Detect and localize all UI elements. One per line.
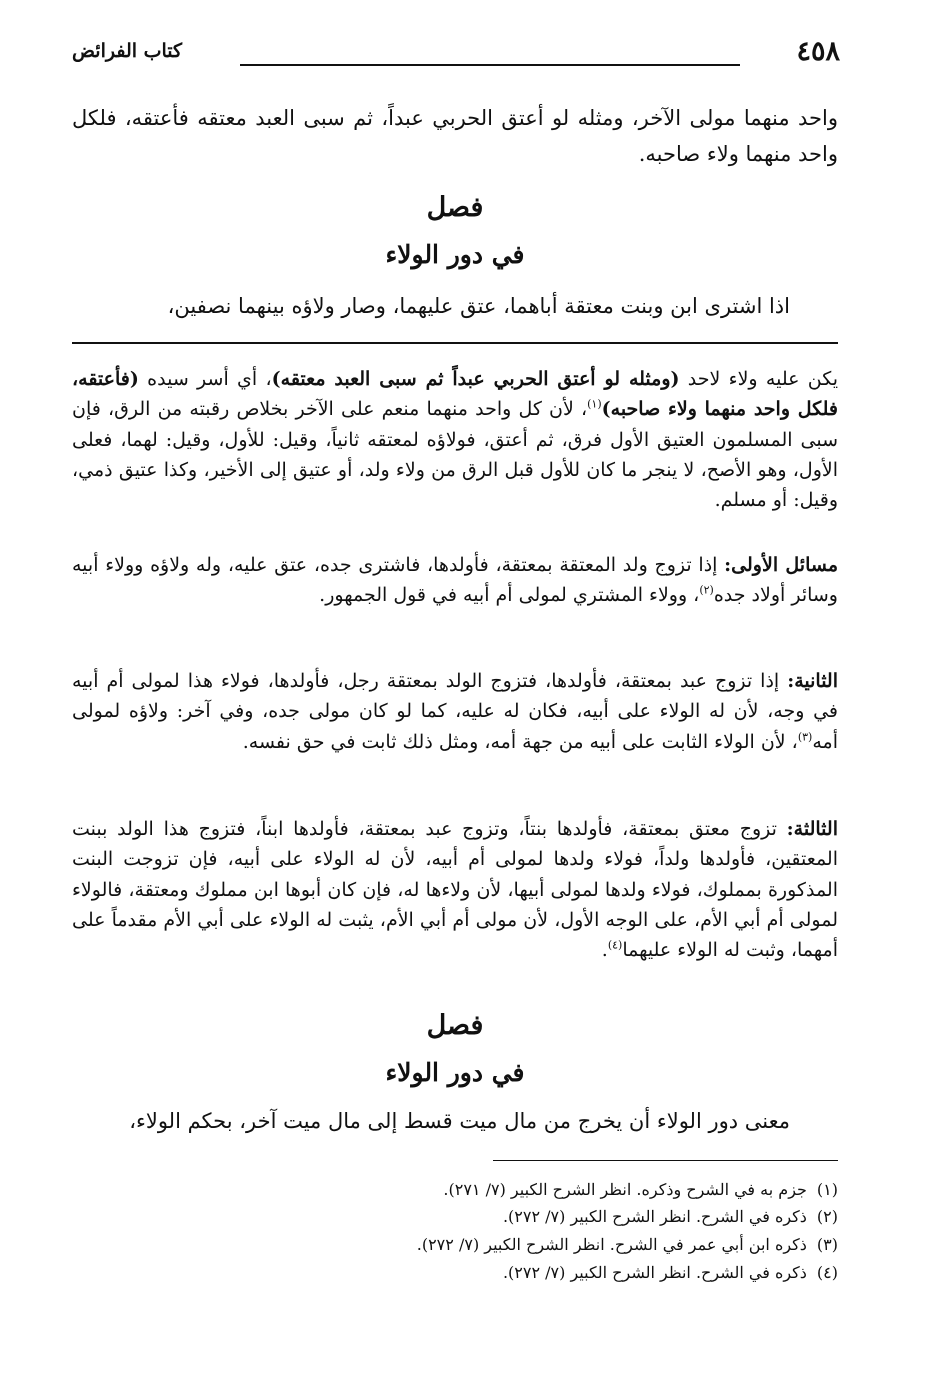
footnote-text: جزم به في الشرح وذكره. انظر الشرح الكبير (٧/ ٢٧١). (443, 1180, 807, 1199)
footnote-number: (٤) (816, 1263, 838, 1282)
footnote-text: ذكره في الشرح. انظر الشرح الكبير (٧/ ٢٧٢). (502, 1263, 807, 1282)
sharh-paragraph-2 (72, 550, 838, 611)
footnote (300, 1177, 838, 1203)
sharh-text: يكن عليه ولاء لاحد (679, 368, 838, 390)
quoted-matn: (ومثله لو أعتق الحربي عبداً ثم سبى العبد معتقه) (271, 368, 680, 390)
section-heading-fasl: فصل (426, 1010, 484, 1041)
book-title: كتاب الفرائض (72, 40, 183, 62)
footnote-text: ذكره في الشرح. انظر الشرح الكبير (٧/ ٢٧٢). (502, 1207, 807, 1226)
issue-label: مسائل الأولى: (724, 554, 838, 576)
sharh-text: إذا تزوج عبد بمعتقة، فأولدها، فتزوج الولد بمعتقة رجل، فأولدها، فولاء هذا لمولى أم أبيه في وجه، لأن له الولاء على أبيه، فكان له عليه، كما لو كان مولى جده، وفي آخر: ولاؤه لمولى أمه (72, 670, 838, 753)
section-title: في دور الولاء (385, 1058, 525, 1087)
sharh-text: ، لأن كل واحد منهما منعم على الآخر بخلاص رقبته من الرق، فإن سبى المسلمون العتيق الأول فرق، ثم أعتق، فولاؤه لمعتقه ثانياً، وقيل: للأول، وقيل: لهما، فعلى الأول، وهو الأصح، لا ينجر ما كان للأول قبل الرق من ولاء ولد، أو عتيق إلى الأخير، وكذا عتيق ذمي، وقيل: أو مسلم. (72, 398, 838, 512)
sharh-text: ، لأن الولاء الثابت على أبيه من جهة أمه، ومثل ذلك ثابت في حق نفسه. (242, 730, 798, 753)
page-number: ٤٥٨ (796, 36, 840, 67)
footnote-ref-1[interactable]: (١) (587, 397, 602, 411)
matn-sharh-separator (72, 342, 838, 344)
section-heading-fasl: فصل (426, 192, 484, 223)
sharh-text: ، أي أسر سيده (138, 368, 272, 390)
sharh-paragraph-3 (72, 666, 838, 757)
issue-label: الثالثة: (786, 818, 838, 840)
footnote (300, 1232, 838, 1258)
sharh-paragraph-4 (72, 814, 838, 965)
sharh-text: تزوج معتق بمعتقة، فأولدها بنتاً، وتزوج عبد بمعتقة، فأولدها ابناً، فتزوج هذا الولد ببنت المعتقين، فأولدها ولداً، فولاء ولدها لمولى أم أبيه، لأن له الولاء على أبيه، فإن تزوجت البنت المذكورة بمملوك، فولاء ولدها لمولى أبيها، لأن ولاءها له، فإن كان أبوها ابن مملوك ومعتقة، فالولاء لمولى أم أبي الأم، على الوجه الأول، لأن مولى أم أبي الأم، يثبت له الولاء على أبي الأم مقدماً على أمهما، وثبت له الولاء عليهما (72, 818, 838, 962)
running-header (72, 36, 840, 74)
sharh-text: إذا تزوج ولد المعتقة بمعتقة، فأولدها، فاشترى جده، عتق عليه، وله ولاؤه وولاء أبيه وسائر أولاد جده (72, 554, 838, 607)
footnote-rule (493, 1160, 838, 1161)
footnote (300, 1204, 838, 1230)
quoted-matn: (فأعتقه، فلكل واحد منهما ولاء صاحبه) (72, 368, 838, 421)
matn-paragraph-2: اذا اشترى ابن وبنت معتقة أباهما، عتق عليهما، وصار ولاؤه بينهما نصفين، (167, 294, 790, 318)
footnote-number: (٢) (816, 1207, 838, 1226)
matn-paragraph-3: معنى دور الولاء أن يخرج من مال ميت قسط إلى مال ميت آخر، بحكم الولاء، (129, 1109, 790, 1133)
footnote-ref-3[interactable]: (٣) (797, 730, 813, 744)
issue-label: الثانية: (787, 670, 838, 692)
footnote (300, 1260, 838, 1286)
footnote-text: ذكره ابن أبي عمر في الشرح. انظر الشرح الكبير (٧/ ٢٧٢). (416, 1235, 807, 1254)
footnote-ref-4[interactable]: (٤) (607, 938, 623, 952)
matn-paragraph-1: واحد منهما مولى الآخر، ومثله لو أعتق الحربي عبداً، ثم سبى العبد معتقه فأعتقه، فلكل واحد منهما ولاء صاحبه. (72, 106, 838, 166)
header-rule (240, 64, 740, 66)
footnote-number: (١) (816, 1180, 838, 1199)
footnote-number: (٣) (816, 1235, 838, 1254)
section-title: في دور الولاء (385, 240, 525, 269)
sharh-text: ، وولاء المشتري لمولى أم أبيه في قول الجمهور. (319, 584, 700, 607)
footnote-ref-2[interactable]: (٢) (699, 583, 714, 597)
sharh-text: . (601, 939, 608, 962)
sharh-paragraph-1 (72, 364, 838, 515)
